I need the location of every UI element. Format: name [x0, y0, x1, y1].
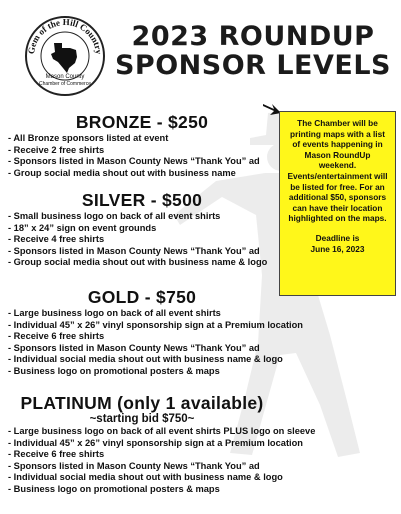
logo-line2: Chamber of Commerce	[39, 81, 91, 87]
list-item: - Business logo on promotional posters & maps	[8, 483, 220, 494]
bronze-title: BRONZE - $250	[75, 112, 209, 132]
title-line-1: 2023 ROUNDUP	[131, 21, 375, 52]
silver-level	[8, 190, 276, 269]
list-item: - Group social media shout out with business name & logo	[8, 257, 268, 267]
list-item: - Sponsors listed in Mason County News “Thank You” ad	[8, 156, 260, 166]
gold-benefits-list	[8, 308, 303, 377]
map-notice-box	[279, 111, 396, 296]
list-item: - Individual 45” x 26” vinyl sponsorship sign at a Premium location	[8, 437, 303, 448]
logo-ring-text: Gem of the Hill Country	[25, 16, 104, 55]
list-item: - Sponsors listed in Mason County News “Thank You” ad	[8, 342, 260, 353]
deadline-date: June 16, 2023	[310, 243, 365, 254]
list-item: - Individual social media shout out with business name & logo	[8, 354, 283, 364]
list-item: - Individual social media shout out with business name & logo	[8, 472, 283, 482]
list-item: - 18” x 24” sign on event grounds	[8, 222, 157, 233]
gold-level	[8, 287, 303, 377]
platinum-benefits-list	[8, 426, 316, 495]
silver-title: SILVER - $500	[81, 190, 203, 210]
page-title	[108, 22, 398, 80]
chamber-logo	[24, 15, 106, 97]
list-item: - All Bronze sponsors listed at event	[8, 133, 169, 143]
bronze-benefits-list	[8, 133, 276, 179]
list-item: - Small business logo on back of all event shirts	[8, 211, 221, 221]
list-item: - Receive 6 free shirts	[8, 331, 105, 341]
bronze-level	[8, 112, 276, 179]
title-line-2: SPONSOR LEVELS	[114, 50, 391, 81]
list-item: - Receive 6 free shirts	[8, 449, 105, 459]
silver-benefits-list	[8, 211, 276, 269]
deadline-label: Deadline is	[315, 232, 360, 243]
list-item: - Sponsors listed in Mason County News “Thank You” ad	[8, 460, 260, 471]
list-item: - Business logo on promotional posters & maps	[8, 365, 220, 376]
logo-line1: Mason County	[45, 74, 85, 80]
list-item: - Group social media shout out with business name	[8, 167, 236, 178]
platinum-subtitle: ~starting bid $750~	[89, 413, 195, 425]
platinum-level	[8, 393, 316, 495]
list-item: - Receive 4 free shirts	[8, 234, 105, 244]
list-item: - Individual 45” x 26” vinyl sponsorship sign at a Premium location	[8, 319, 303, 330]
list-item: - Receive 2 free shirts	[8, 144, 105, 155]
list-item: - Large business logo on back of all event shirts	[8, 308, 221, 318]
list-item: - Large business logo on back of all event shirts PLUS logo on sleeve	[8, 426, 316, 436]
platinum-title: PLATINUM (only 1 available)	[20, 393, 264, 413]
list-item: - Sponsors listed in Mason County News “Thank You” ad	[8, 245, 260, 256]
gold-title: GOLD - $750	[87, 287, 197, 307]
notice-text: The Chamber will be printing maps with a list of events happening in Mason RoundUp weekend. Events/entertainment will be listed for free. For an additional $50, sponsors can have their location highlighted on the maps.	[287, 118, 388, 224]
